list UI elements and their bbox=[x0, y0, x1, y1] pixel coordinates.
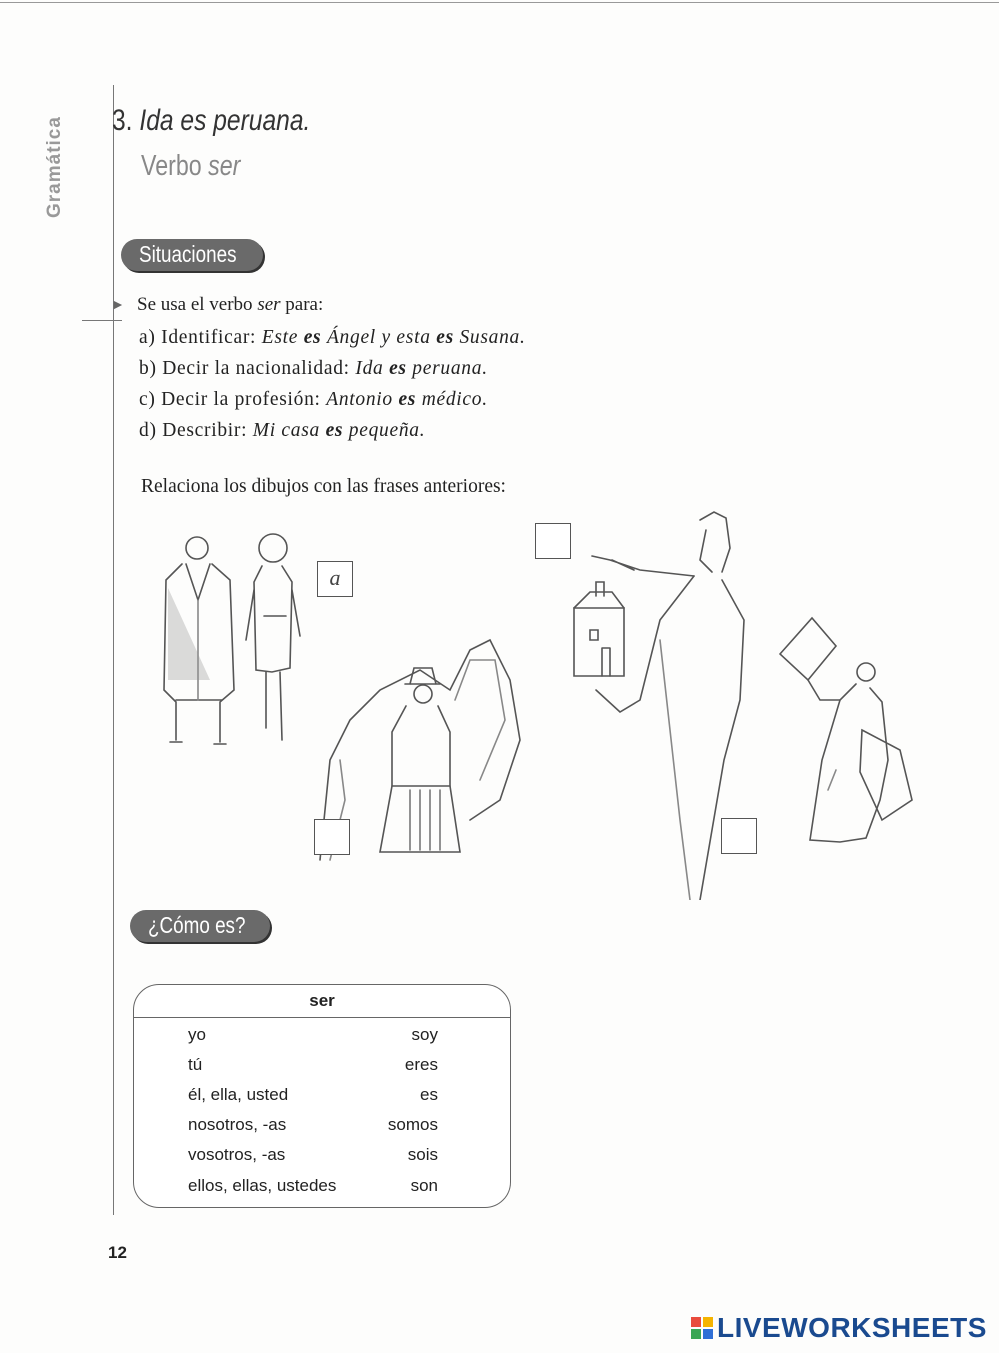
pronoun: tú bbox=[188, 1055, 203, 1074]
lesson-subtitle bbox=[141, 150, 240, 183]
intro-sentence bbox=[137, 294, 323, 316]
table-row bbox=[188, 1115, 438, 1145]
intro-prefix: Se usa el verbo bbox=[137, 294, 253, 315]
peruvian-woman-drawing bbox=[320, 640, 520, 860]
verb-form: eres bbox=[404, 1055, 438, 1074]
pronoun: él, ella, usted bbox=[188, 1085, 289, 1104]
verb-form: es bbox=[420, 1085, 438, 1104]
answer-box-ida[interactable] bbox=[314, 819, 350, 855]
section-vertical-label: Gramática bbox=[44, 116, 65, 218]
lesson-number: 3. bbox=[112, 104, 133, 137]
man-in-coat-drawing bbox=[164, 537, 234, 744]
intro-suffix: para: bbox=[285, 294, 324, 315]
pronoun: nosotros, -as bbox=[188, 1115, 287, 1134]
conjugation-table-title: ser bbox=[134, 985, 510, 1018]
liveworksheets-logo bbox=[691, 1312, 987, 1344]
pronoun: vosotros, -as bbox=[188, 1145, 286, 1164]
table-row bbox=[188, 1085, 438, 1115]
subtitle-verb: ser bbox=[208, 150, 241, 182]
subtitle-prefix: Verbo bbox=[141, 150, 202, 182]
verb-form: soy bbox=[411, 1025, 438, 1044]
woman-susana-drawing bbox=[246, 534, 300, 740]
answer-box-a[interactable]: a bbox=[317, 561, 353, 597]
page-number: 12 bbox=[108, 1243, 127, 1262]
answer-box-house[interactable] bbox=[535, 523, 571, 559]
doctor-drawing bbox=[780, 618, 912, 842]
lesson-title bbox=[112, 104, 310, 138]
verb-form: somos bbox=[387, 1115, 438, 1134]
table-row bbox=[188, 1055, 438, 1085]
pointer-arrow-icon: ► bbox=[111, 298, 125, 313]
lesson-title-text: Ida es peruana. bbox=[139, 104, 311, 137]
rule-a: a) Identificar: Este es Ángel y esta es Susana. bbox=[139, 327, 526, 348]
situaciones-heading: Situaciones bbox=[121, 239, 263, 271]
brand-text: LIVEWORKSHEETS bbox=[717, 1312, 987, 1343]
margin-tick bbox=[82, 320, 122, 321]
verb-form: son bbox=[410, 1176, 438, 1195]
liveworksheets-mark-icon bbox=[691, 1317, 713, 1339]
usage-rules bbox=[139, 322, 526, 446]
margin-rule bbox=[113, 85, 114, 1215]
exercise-instruction: Relaciona los dibujos con las frases anteriores: bbox=[141, 476, 506, 497]
rule-d: d) Describir: Mi casa es pequeña. bbox=[139, 420, 426, 441]
conjugation-table bbox=[133, 984, 511, 1208]
top-border bbox=[0, 2, 999, 3]
table-row bbox=[188, 1176, 438, 1206]
intro-verb: ser bbox=[257, 294, 281, 315]
rule-c: c) Decir la profesión: Antonio es médico. bbox=[139, 389, 488, 410]
table-row bbox=[188, 1145, 438, 1175]
pronoun: ellos, ellas, ustedes bbox=[188, 1176, 337, 1195]
verb-form: sois bbox=[407, 1145, 438, 1164]
answer-box-doctor[interactable] bbox=[721, 818, 757, 854]
pronoun: yo bbox=[188, 1025, 206, 1044]
como-es-heading: ¿Cómo es? bbox=[130, 910, 270, 942]
table-row bbox=[188, 1025, 438, 1055]
rule-b: b) Decir la nacionalidad: Ida es peruana. bbox=[139, 358, 488, 379]
man-with-house-drawing bbox=[574, 512, 744, 900]
